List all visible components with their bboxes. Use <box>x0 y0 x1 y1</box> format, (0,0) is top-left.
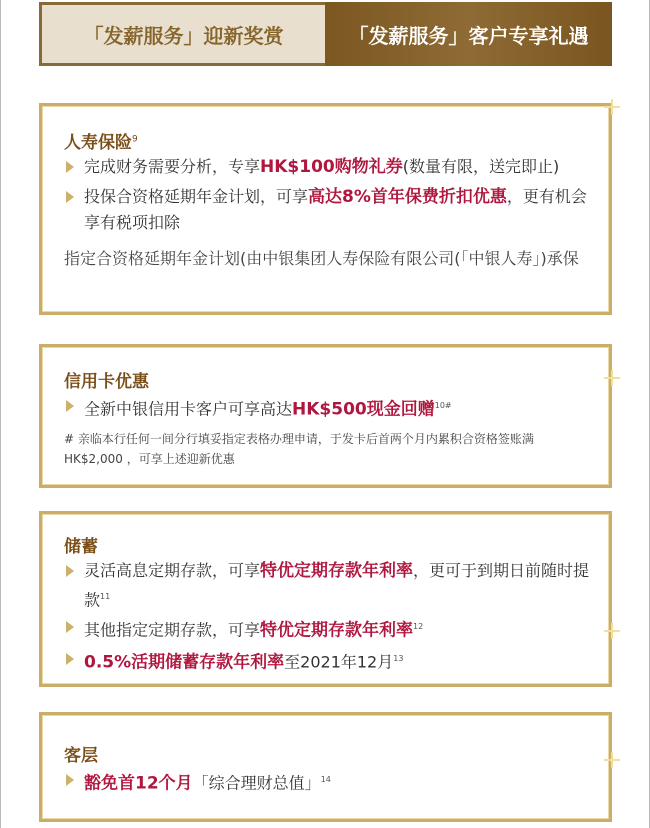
tier-item-waiver-highlight: 豁免首12个月 <box>84 773 193 794</box>
tab-welcome-rewards[interactable] <box>39 2 325 66</box>
savings-card <box>39 511 612 687</box>
savings-item-flexible <box>66 558 593 613</box>
bullet-icon <box>66 191 74 203</box>
credit-item-cashback-ref: 10# <box>434 401 452 410</box>
tier-card <box>39 712 612 822</box>
tier-item-waiver-ref: 14 <box>320 775 331 784</box>
bullet-icon <box>66 161 74 173</box>
bullet-icon <box>66 400 74 412</box>
life-item-fna-text: 完成财务需要分析，专享 <box>84 157 261 176</box>
sparkle-decoration <box>607 626 617 636</box>
credit-item-cashback <box>66 393 593 422</box>
tier-item-waiver-tail: 「综合理财总值」 <box>192 773 321 793</box>
credit-card-title: 信用卡优惠 <box>64 372 149 392</box>
life-item-annuity-text: 投保合资格延期年金计划，可享 <box>84 187 309 206</box>
credit-fine-print: # 亲临本行任何一间分行填妥指定表格办理申请，于发卡后首两个月内累积合资格签账满HK$2,000 ，可享上述迎新优惠 <box>64 432 534 466</box>
credit-item-cashback-highlight: HK$500现金回赠 <box>292 399 435 420</box>
credit-item-cashback-text: 全新中银信用卡客户可享高达 <box>84 399 293 419</box>
life-insurance-title <box>64 128 138 153</box>
savings-item-current <box>66 646 593 675</box>
savings-item-other-highlight: 特优定期存款年利率 <box>260 620 414 641</box>
savings-title: 储蓄 <box>64 537 98 557</box>
bullet-icon <box>66 653 74 665</box>
tier-item-waiver <box>66 767 593 796</box>
savings-item-other-text: 其他指定定期存款，可享 <box>84 620 261 640</box>
life-insurance-card <box>39 103 612 315</box>
life-item-annuity-highlight: 高达8%首年保费折扣优惠 <box>308 187 507 207</box>
life-item-fna <box>66 154 593 180</box>
sparkle-decoration <box>607 373 617 383</box>
page-edge-left <box>0 0 1 828</box>
savings-item-flexible-tail: ，更可于到期日前随时提款 <box>84 561 590 610</box>
life-item-fna-highlight: HK$100购物礼券 <box>260 157 403 177</box>
savings-item-current-ref: 13 <box>393 654 404 663</box>
savings-item-other <box>66 614 593 643</box>
life-item-annuity <box>66 184 593 236</box>
life-note: 指定合资格延期年金计划(由中银集团人寿保险有限公司(「中银人寿」)承保 <box>64 249 579 268</box>
bullet-icon <box>66 774 74 786</box>
sparkle-decoration <box>607 755 617 765</box>
savings-item-current-highlight: 0.5%活期储蓄存款年利率 <box>84 652 285 673</box>
sparkle-decoration <box>607 102 617 112</box>
savings-item-other-ref: 12 <box>413 622 424 631</box>
tier-title: 客层 <box>64 746 98 766</box>
tab-bar <box>39 2 612 66</box>
bullet-icon <box>66 565 74 577</box>
bullet-icon <box>66 621 74 633</box>
savings-item-flexible-text: 灵活高息定期存款，可享 <box>84 561 261 580</box>
credit-card-card <box>39 344 612 488</box>
life-item-fna-tail: (数量有限，送完即止) <box>402 157 560 176</box>
savings-item-flexible-highlight: 特优定期存款年利率 <box>260 561 414 581</box>
tab-welcome-rewards-label: 「发薪服务」迎新奖赏 <box>83 23 284 48</box>
life-insurance-title-ref: 9 <box>132 134 138 145</box>
life-item-annuity-tail: ，更有机会享有税项扣除 <box>84 187 587 232</box>
life-insurance-title-text: 人寿保险 <box>64 133 132 153</box>
tab-customer-privileges-label: 「发薪服务」客户专享礼遇 <box>348 23 589 48</box>
savings-item-flexible-ref: 11 <box>100 592 111 601</box>
tab-customer-privileges[interactable] <box>325 2 612 66</box>
savings-item-current-tail: 至2021年12月 <box>284 652 394 672</box>
